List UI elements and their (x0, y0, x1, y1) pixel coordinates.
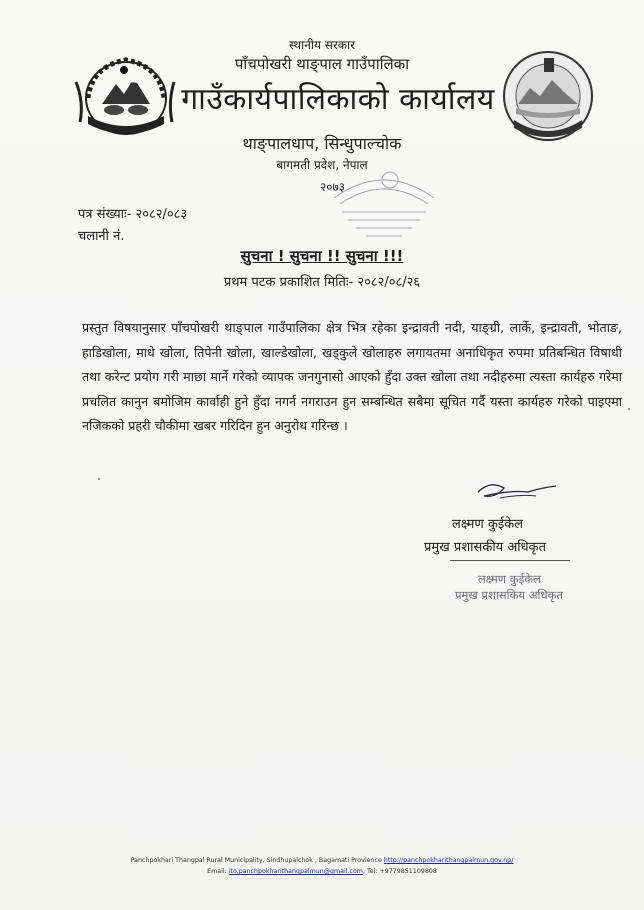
scan-speck (98, 478, 100, 480)
stamp-divider (450, 560, 570, 561)
notice-heading: सुचना ! सुचना !! सुचना !!! (240, 247, 404, 265)
signature-icon (470, 476, 560, 506)
footer-address: Panchpokhari Thangpal Rural Municipality, Sindhupalchok , Bagamati Provience (130, 857, 382, 864)
stamp-title: प्रमुख प्रशासकिय अधिकृत (455, 588, 563, 602)
scan-speck (628, 408, 630, 410)
municipality-name: पाँचपोखरी थाङ्पाल गाउँपालिका (234, 55, 410, 73)
notice-body: प्रस्तुत विषयानुसार पाँचपोखरी थाङ्पाल गाउँपालिका क्षेत्र भित्र रहेका इन्द्रावती नदी, याङ्ग्री, लार्के, इन्द्रावती, भोताङ, हाडिखोला, माधे खोला, तिपेनी खोला, खाल्डेखोला, खड्कुले खोलाहरु लगायतमा अनाधिकृत रुपमा प्रतिबन्धित विषाधी तथा करेन्ट प्रयोग गरी माछा मार्ने गरेको व्यापक जनगुनासो आएको हुँदा उक्त खोला तथा नदीहरुमा त्यस्ता कार्यहरु गरेमा प्रचलित कानुन बमोजिम कार्वाही हुने हुँदा नगर्न नगराउन हुन सम्बन्धित सबैमा सूचित गर्दै यस्ता कार्यहरु गरेको पाइएमा नजिकको प्रहरी चौकीमा खबर गरिदिन हुन अनुरोध गरिन्छ । (82, 320, 622, 433)
office-title: गाउँकार्यपालिकाको कार्यालय (181, 82, 495, 117)
footer-contact-line (0, 868, 644, 875)
dispatch-number: चलानी नं. (78, 229, 125, 244)
province-label: बागमती प्रदेश, नेपाल (276, 158, 368, 172)
footer-separator: , (362, 868, 367, 875)
signatory-title: प्रमुख प्रशासकीय अधिकृत (424, 540, 547, 555)
footer-address-line (0, 857, 644, 864)
telephone: Tel: +9779851109808 (366, 868, 437, 875)
established-year: २०७३ (320, 180, 345, 194)
signatory-name: लक्ष्मण कुईकेल (452, 517, 524, 532)
local-government-label: स्थानीय सरकार (289, 38, 355, 52)
publication-date: प्रथम पटक प्रकाशित मितिः- २०८२/०८/२६ (223, 275, 421, 290)
letter-number: पत्र संख्याः- २०८२/०८३ (78, 207, 188, 222)
stamp-name: लक्ष्मण कुईकेल (478, 572, 541, 586)
office-address: थाङ्पालधाप, सिन्धुपाल्चोक (242, 134, 402, 153)
email-label: Email: (207, 868, 227, 875)
email-link[interactable]: ito.panchpokharithangpalmun@gmail.com (228, 868, 363, 875)
office-stamp-icon (328, 168, 440, 242)
website-link[interactable]: http://panchpokharithangpalmun.gov.np/ (383, 857, 514, 864)
